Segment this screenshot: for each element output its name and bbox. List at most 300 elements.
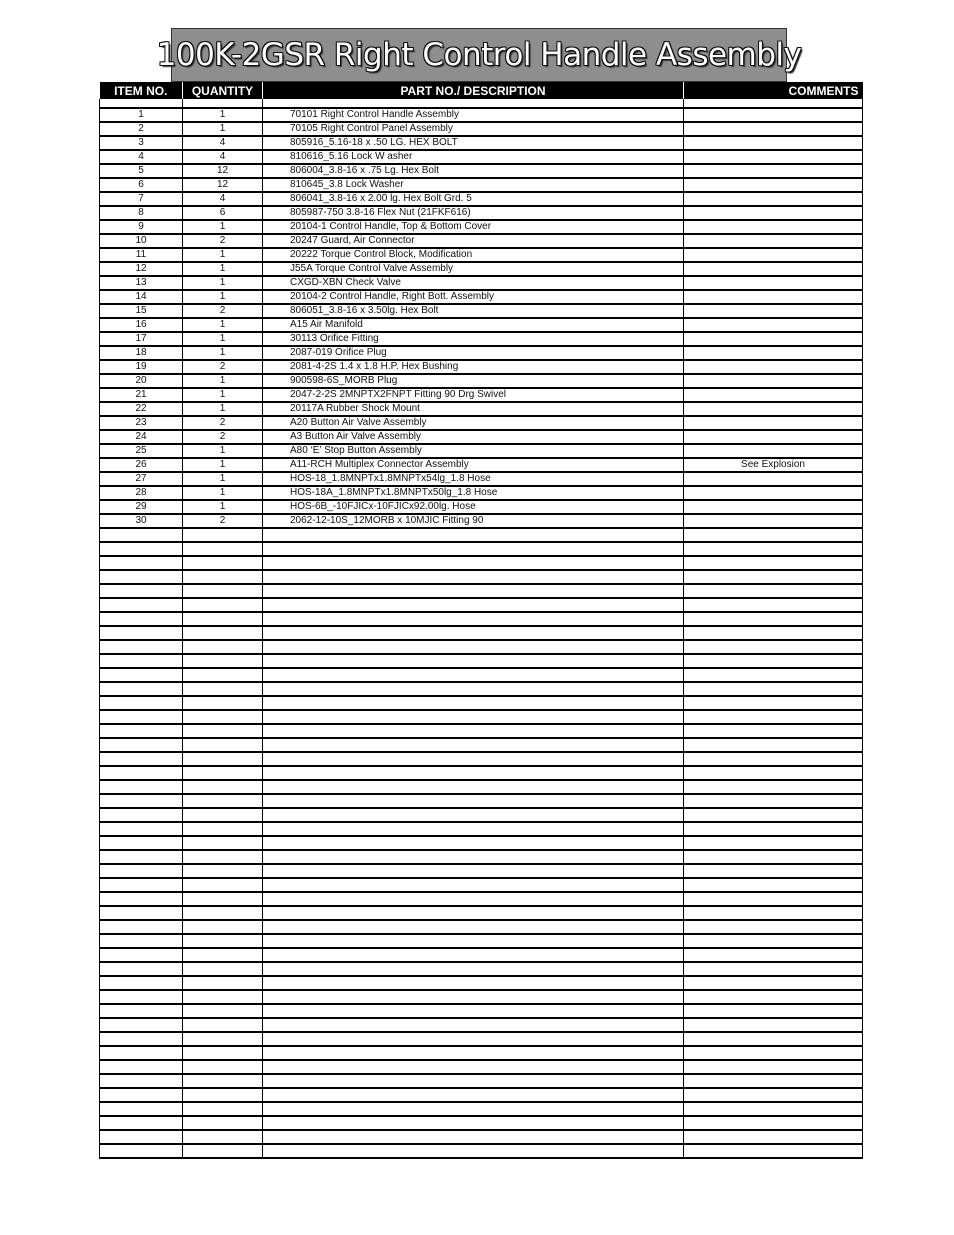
quantity-cell: [183, 668, 263, 682]
empty-table-row: [100, 1130, 863, 1144]
description-cell: 20117A Rubber Shock Mount: [263, 402, 684, 416]
description-cell: [263, 542, 684, 556]
quantity-cell: [183, 598, 263, 612]
description-cell: [263, 668, 684, 682]
table-cell: [263, 99, 684, 108]
comments-cell: [684, 612, 863, 626]
quantity-cell: [183, 542, 263, 556]
quantity-cell: 1: [183, 122, 263, 136]
description-cell: A3 Button Air Valve Assembly: [263, 430, 684, 444]
table-row: [100, 304, 863, 318]
quantity-cell: [183, 878, 263, 892]
description-cell: [263, 794, 684, 808]
description-cell: [263, 808, 684, 822]
item-no-cell: [100, 1074, 183, 1088]
description-cell: [263, 822, 684, 836]
description-cell: 70101 Right Control Handle Assembly: [263, 108, 684, 122]
item-no-cell: [100, 528, 183, 542]
quantity-cell: 1: [183, 458, 263, 472]
comments-cell: [684, 598, 863, 612]
quantity-cell: 2: [183, 514, 263, 528]
quantity-cell: [183, 1018, 263, 1032]
comments-cell: [684, 864, 863, 878]
empty-table-row: [100, 1060, 863, 1074]
description-cell: [263, 934, 684, 948]
description-cell: [263, 990, 684, 1004]
quantity-cell: [183, 962, 263, 976]
item-no-cell: [100, 1102, 183, 1116]
description-cell: [263, 584, 684, 598]
quantity-cell: [183, 1144, 263, 1158]
item-no-cell: 23: [100, 416, 183, 430]
description-cell: [263, 1032, 684, 1046]
item-no-cell: 28: [100, 486, 183, 500]
quantity-cell: [183, 1032, 263, 1046]
empty-table-row: [100, 612, 863, 626]
comments-cell: [684, 304, 863, 318]
empty-table-row: [100, 1102, 863, 1116]
item-no-cell: [100, 990, 183, 1004]
header-quantity: QUANTITY: [183, 82, 263, 99]
item-no-cell: [100, 822, 183, 836]
comments-cell: [684, 1032, 863, 1046]
quantity-cell: 1: [183, 108, 263, 122]
comments-cell: [684, 290, 863, 304]
description-cell: 810616_5.16 Lock W asher: [263, 150, 684, 164]
table-row: [100, 444, 863, 458]
item-no-cell: [100, 612, 183, 626]
empty-table-row: [100, 570, 863, 584]
comments-cell: [684, 1004, 863, 1018]
quantity-cell: 4: [183, 150, 263, 164]
quantity-cell: [183, 696, 263, 710]
quantity-cell: 4: [183, 192, 263, 206]
empty-table-row: [100, 1144, 863, 1158]
comments-cell: [684, 1130, 863, 1144]
table-header-row: [100, 82, 863, 99]
item-no-cell: [100, 1004, 183, 1018]
description-cell: [263, 1018, 684, 1032]
description-cell: [263, 1088, 684, 1102]
item-no-cell: 4: [100, 150, 183, 164]
item-no-cell: [100, 640, 183, 654]
comments-cell: [684, 220, 863, 234]
quantity-cell: 4: [183, 136, 263, 150]
comments-cell: [684, 654, 863, 668]
description-cell: HOS-18_1.8MNPTx1.8MNPTx54lg_1.8 Hose: [263, 472, 684, 486]
comments-cell: [684, 402, 863, 416]
item-no-cell: [100, 878, 183, 892]
comments-cell: [684, 976, 863, 990]
item-no-cell: 22: [100, 402, 183, 416]
empty-table-row: [100, 640, 863, 654]
empty-table-row: [100, 1018, 863, 1032]
item-no-cell: [100, 626, 183, 640]
description-cell: [263, 948, 684, 962]
empty-table-row: [100, 682, 863, 696]
empty-table-row: [100, 878, 863, 892]
empty-table-row: [100, 626, 863, 640]
description-cell: [263, 738, 684, 752]
item-no-cell: 3: [100, 136, 183, 150]
comments-cell: [684, 192, 863, 206]
empty-table-row: [100, 696, 863, 710]
item-no-cell: [100, 850, 183, 864]
comments-cell: [684, 1102, 863, 1116]
description-cell: [263, 836, 684, 850]
empty-table-row: [100, 1046, 863, 1060]
quantity-cell: 1: [183, 248, 263, 262]
empty-table-row: [100, 864, 863, 878]
description-cell: 806004_3.8-16 x .75 Lg. Hex Bolt: [263, 164, 684, 178]
quantity-cell: [183, 766, 263, 780]
quantity-cell: 2: [183, 234, 263, 248]
description-cell: HOS-6B_-10FJICx-10FJICx92.00lg. Hose: [263, 500, 684, 514]
table-row: [100, 360, 863, 374]
empty-table-row: [100, 598, 863, 612]
comments-cell: [684, 1074, 863, 1088]
quantity-cell: 1: [183, 388, 263, 402]
quantity-cell: [183, 1060, 263, 1074]
item-no-cell: [100, 738, 183, 752]
comments-cell: [684, 808, 863, 822]
item-no-cell: [100, 724, 183, 738]
comments-cell: [684, 514, 863, 528]
empty-table-row: [100, 1004, 863, 1018]
description-cell: [263, 864, 684, 878]
quantity-cell: 1: [183, 346, 263, 360]
comments-cell: [684, 262, 863, 276]
comments-cell: [684, 472, 863, 486]
item-no-cell: [100, 752, 183, 766]
empty-table-row: [100, 906, 863, 920]
description-cell: 805987-750 3.8-16 Flex Nut (21FKF616): [263, 206, 684, 220]
empty-table-row: [100, 948, 863, 962]
table-row: [100, 122, 863, 136]
comments-cell: [684, 962, 863, 976]
quantity-cell: [183, 724, 263, 738]
item-no-cell: 30: [100, 514, 183, 528]
comments-cell: [684, 906, 863, 920]
comments-cell: [684, 1116, 863, 1130]
quantity-cell: 1: [183, 500, 263, 514]
comments-cell: [684, 542, 863, 556]
item-no-cell: [100, 710, 183, 724]
empty-table-row: [100, 724, 863, 738]
quantity-cell: 1: [183, 374, 263, 388]
description-cell: [263, 570, 684, 584]
quantity-cell: 2: [183, 416, 263, 430]
table-row: [100, 402, 863, 416]
item-no-cell: 12: [100, 262, 183, 276]
comments-cell: [684, 1046, 863, 1060]
comments-cell: [684, 318, 863, 332]
quantity-cell: [183, 990, 263, 1004]
comments-cell: [684, 360, 863, 374]
description-cell: [263, 766, 684, 780]
empty-table-row: [100, 780, 863, 794]
description-cell: [263, 1004, 684, 1018]
item-no-cell: [100, 948, 183, 962]
quantity-cell: 2: [183, 304, 263, 318]
table-row: [100, 514, 863, 528]
empty-table-row: [100, 808, 863, 822]
quantity-cell: [183, 682, 263, 696]
comments-cell: [684, 738, 863, 752]
table-row: [100, 318, 863, 332]
comments-cell: [684, 416, 863, 430]
table-row: [100, 206, 863, 220]
quantity-cell: [183, 1046, 263, 1060]
comments-cell: [684, 332, 863, 346]
comments-cell: See Explosion: [684, 458, 863, 472]
item-no-cell: 13: [100, 276, 183, 290]
description-cell: [263, 1060, 684, 1074]
item-no-cell: 25: [100, 444, 183, 458]
item-no-cell: [100, 976, 183, 990]
comments-cell: [684, 276, 863, 290]
quantity-cell: [183, 626, 263, 640]
description-cell: J55A Torque Control Valve Assembly: [263, 262, 684, 276]
comments-cell: [684, 1060, 863, 1074]
comments-cell: [684, 136, 863, 150]
comments-cell: [684, 920, 863, 934]
table-row: [100, 178, 863, 192]
item-no-cell: [100, 808, 183, 822]
comments-cell: [684, 248, 863, 262]
description-cell: [263, 528, 684, 542]
description-cell: [263, 696, 684, 710]
item-no-cell: [100, 682, 183, 696]
quantity-cell: [183, 556, 263, 570]
empty-table-row: [100, 962, 863, 976]
comments-cell: [684, 486, 863, 500]
quantity-cell: [183, 808, 263, 822]
empty-table-row: [100, 738, 863, 752]
quantity-cell: 12: [183, 178, 263, 192]
quantity-cell: [183, 976, 263, 990]
quantity-cell: [183, 710, 263, 724]
comments-cell: [684, 570, 863, 584]
comments-cell: [684, 444, 863, 458]
comments-cell: [684, 1144, 863, 1158]
header-description: PART NO./ DESCRIPTION: [263, 82, 684, 99]
quantity-cell: 1: [183, 262, 263, 276]
quantity-cell: 1: [183, 472, 263, 486]
table-row: [100, 108, 863, 122]
description-cell: [263, 1144, 684, 1158]
quantity-cell: [183, 948, 263, 962]
comments-cell: [684, 122, 863, 136]
table-row: [100, 290, 863, 304]
item-no-cell: 10: [100, 234, 183, 248]
empty-table-row: [100, 1116, 863, 1130]
quantity-cell: [183, 934, 263, 948]
description-cell: [263, 710, 684, 724]
empty-table-row: [100, 584, 863, 598]
comments-cell: [684, 346, 863, 360]
comments-cell: [684, 108, 863, 122]
table-row: [100, 262, 863, 276]
quantity-cell: [183, 528, 263, 542]
description-cell: A80 ‘E’ Stop Button Assembly: [263, 444, 684, 458]
page-title: [156, 28, 802, 82]
item-no-cell: [100, 598, 183, 612]
item-no-cell: [100, 556, 183, 570]
description-cell: [263, 640, 684, 654]
description-cell: [263, 920, 684, 934]
description-cell: [263, 962, 684, 976]
description-cell: [263, 752, 684, 766]
description-cell: 2047-2-2S 2MNPTX2FNPT Fitting 90 Drg Swivel: [263, 388, 684, 402]
item-no-cell: 15: [100, 304, 183, 318]
comments-cell: [684, 710, 863, 724]
comments-cell: [684, 528, 863, 542]
description-cell: [263, 1102, 684, 1116]
item-no-cell: [100, 1116, 183, 1130]
description-cell: 805916_5.16-18 x .50 LG. HEX BOLT: [263, 136, 684, 150]
item-no-cell: [100, 668, 183, 682]
quantity-cell: 1: [183, 318, 263, 332]
comments-cell: [684, 948, 863, 962]
empty-table-row: [100, 710, 863, 724]
item-no-cell: [100, 962, 183, 976]
item-no-cell: 26: [100, 458, 183, 472]
comments-cell: [684, 500, 863, 514]
item-no-cell: [100, 542, 183, 556]
quantity-cell: [183, 822, 263, 836]
empty-table-row: [100, 542, 863, 556]
item-no-cell: [100, 780, 183, 794]
empty-table-row: [100, 822, 863, 836]
table-row: [100, 486, 863, 500]
empty-table-row: [100, 892, 863, 906]
comments-cell: [684, 1018, 863, 1032]
table-row: [100, 136, 863, 150]
quantity-cell: 1: [183, 486, 263, 500]
table-spacer-row: [100, 99, 863, 108]
item-no-cell: [100, 570, 183, 584]
comments-cell: [684, 626, 863, 640]
description-cell: 20104-1 Control Handle, Top & Bottom Cover: [263, 220, 684, 234]
empty-table-row: [100, 668, 863, 682]
item-no-cell: 11: [100, 248, 183, 262]
description-cell: [263, 1074, 684, 1088]
table-row: [100, 388, 863, 402]
item-no-cell: [100, 1046, 183, 1060]
comments-cell: [684, 178, 863, 192]
item-no-cell: [100, 696, 183, 710]
table-row: [100, 416, 863, 430]
item-no-cell: 2: [100, 122, 183, 136]
description-cell: 2081-4-2S 1.4 x 1.8 H.P. Hex Bushing: [263, 360, 684, 374]
quantity-cell: [183, 780, 263, 794]
item-no-cell: 27: [100, 472, 183, 486]
table-row: [100, 234, 863, 248]
header-item-no: ITEM NO.: [100, 82, 183, 99]
table-row: [100, 346, 863, 360]
item-no-cell: 6: [100, 178, 183, 192]
description-cell: CXGD-XBN Check Valve: [263, 276, 684, 290]
item-no-cell: [100, 1144, 183, 1158]
empty-table-row: [100, 1032, 863, 1046]
description-cell: [263, 780, 684, 794]
item-no-cell: 8: [100, 206, 183, 220]
empty-table-row: [100, 836, 863, 850]
comments-cell: [684, 752, 863, 766]
table-row: [100, 220, 863, 234]
comments-cell: [684, 990, 863, 1004]
comments-cell: [684, 794, 863, 808]
quantity-cell: [183, 738, 263, 752]
item-no-cell: [100, 794, 183, 808]
item-no-cell: [100, 654, 183, 668]
quantity-cell: [183, 570, 263, 584]
item-no-cell: [100, 934, 183, 948]
description-cell: [263, 906, 684, 920]
description-cell: 20104-2 Control Handle, Right Bott. Assembly: [263, 290, 684, 304]
comments-cell: [684, 640, 863, 654]
description-cell: 810645_3.8 Lock Washer: [263, 178, 684, 192]
empty-table-row: [100, 752, 863, 766]
comments-cell: [684, 822, 863, 836]
item-no-cell: 14: [100, 290, 183, 304]
table-row: [100, 374, 863, 388]
description-cell: 806041_3.8-16 x 2.00 lg. Hex Bolt Grd. 5: [263, 192, 684, 206]
table-cell: [183, 99, 263, 108]
description-cell: [263, 976, 684, 990]
parts-table: [99, 82, 863, 1159]
item-no-cell: 16: [100, 318, 183, 332]
description-cell: [263, 626, 684, 640]
comments-cell: [684, 682, 863, 696]
table-row: [100, 332, 863, 346]
comments-cell: [684, 430, 863, 444]
comments-cell: [684, 836, 863, 850]
empty-table-row: [100, 920, 863, 934]
description-cell: [263, 724, 684, 738]
item-no-cell: [100, 864, 183, 878]
item-no-cell: [100, 920, 183, 934]
comments-cell: [684, 374, 863, 388]
empty-table-row: [100, 934, 863, 948]
quantity-cell: [183, 752, 263, 766]
comments-cell: [684, 934, 863, 948]
table-row: [100, 248, 863, 262]
quantity-cell: [183, 1074, 263, 1088]
item-no-cell: 9: [100, 220, 183, 234]
description-cell: [263, 878, 684, 892]
description-cell: [263, 1116, 684, 1130]
table-row: [100, 164, 863, 178]
empty-table-row: [100, 1088, 863, 1102]
quantity-cell: [183, 1088, 263, 1102]
quantity-cell: 2: [183, 430, 263, 444]
empty-table-row: [100, 766, 863, 780]
comments-cell: [684, 780, 863, 794]
description-cell: A15 Air Manifold: [263, 318, 684, 332]
comments-cell: [684, 892, 863, 906]
quantity-cell: [183, 1004, 263, 1018]
item-no-cell: 20: [100, 374, 183, 388]
item-no-cell: 29: [100, 500, 183, 514]
page-title-text: 100K-2GSR Right Control Handle Assembly: [156, 37, 802, 73]
comments-cell: [684, 766, 863, 780]
item-no-cell: [100, 1088, 183, 1102]
comments-cell: [684, 206, 863, 220]
item-no-cell: [100, 1032, 183, 1046]
quantity-cell: [183, 906, 263, 920]
